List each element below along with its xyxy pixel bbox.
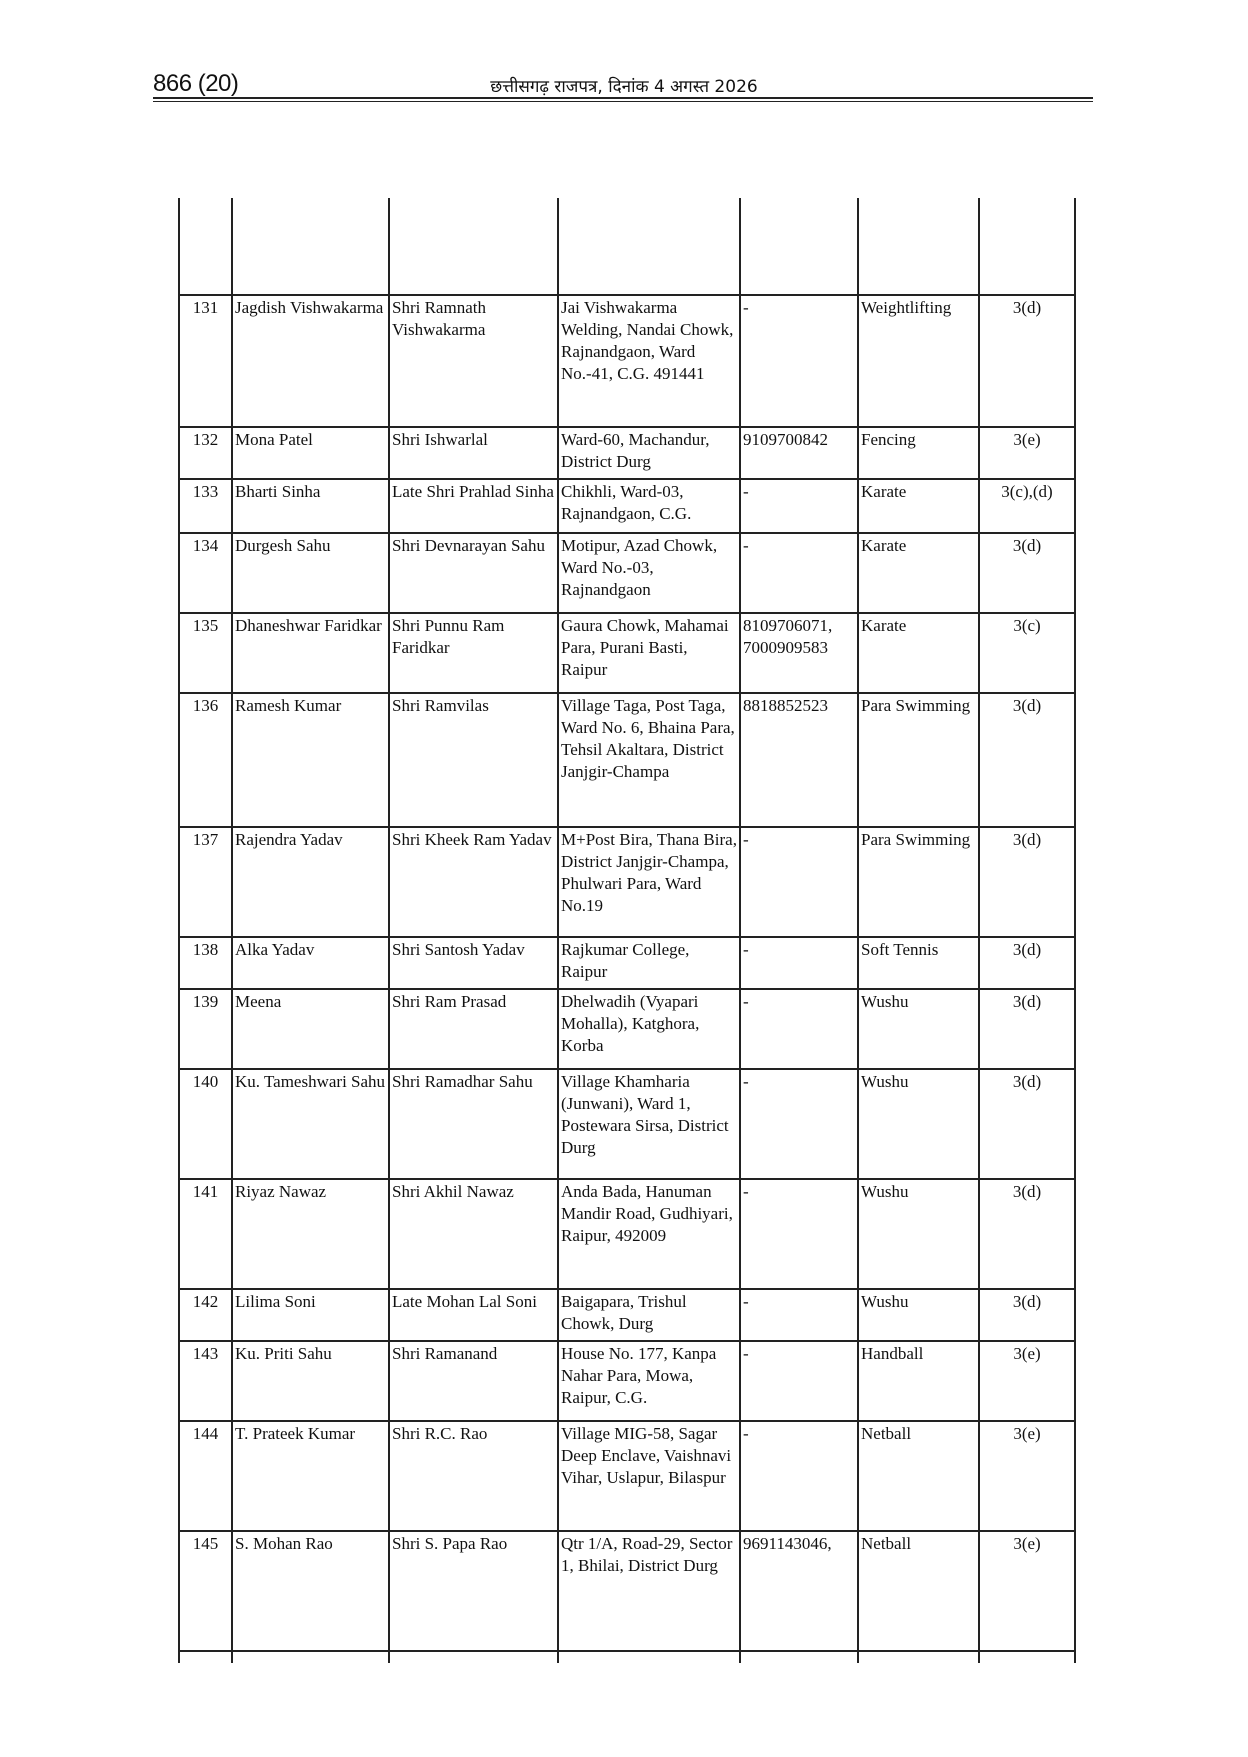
category-code: 3(d) bbox=[979, 1289, 1075, 1341]
header-rule-thin bbox=[153, 101, 1093, 102]
serial-number: 145 bbox=[179, 1531, 232, 1651]
address: Dhelwadih (Vyapari Mohalla), Katghora, Korba bbox=[558, 989, 740, 1069]
category-code: 3(d) bbox=[979, 1069, 1075, 1179]
category-code: 3(c) bbox=[979, 613, 1075, 693]
sport: Para Swimming bbox=[858, 693, 979, 827]
awardee-name: T. Prateek Kumar bbox=[232, 1421, 389, 1531]
awardee-name: S. Mohan Rao bbox=[232, 1531, 389, 1651]
table-row bbox=[179, 1341, 1075, 1421]
serial-number: 134 bbox=[179, 533, 232, 613]
father-name: Shri Ishwarlal bbox=[389, 427, 558, 479]
serial-number: 133 bbox=[179, 479, 232, 533]
category-code: 3(e) bbox=[979, 427, 1075, 479]
sport: Soft Tennis bbox=[858, 937, 979, 989]
father-name: Shri Ram Prasad bbox=[389, 989, 558, 1069]
gazette-title: छत्तीसगढ़ राजपत्र, दिनांक 4 अगस्त 2026 bbox=[490, 77, 758, 97]
phone-number: 8818852523 bbox=[740, 693, 858, 827]
serial-number: 142 bbox=[179, 1289, 232, 1341]
category-code: 3(d) bbox=[979, 295, 1075, 427]
address: Qtr 1/A, Road-29, Sector 1, Bhilai, District Durg bbox=[558, 1531, 740, 1651]
father-name: Shri Devnarayan Sahu bbox=[389, 533, 558, 613]
address: Village Taga, Post Taga, Ward No. 6, Bhaina Para, Tehsil Akaltara, District Janjgir-Champa bbox=[558, 693, 740, 827]
awardee-name: Lilima Soni bbox=[232, 1289, 389, 1341]
awardee-name: Alka Yadav bbox=[232, 937, 389, 989]
table-row bbox=[179, 533, 1075, 613]
father-name: Shri Kheek Ram Yadav bbox=[389, 827, 558, 937]
address: Village MIG-58, Sagar Deep Enclave, Vaishnavi Vihar, Uslapur, Bilaspur bbox=[558, 1421, 740, 1531]
father-name: Shri Ramadhar Sahu bbox=[389, 1069, 558, 1179]
serial-number: 136 bbox=[179, 693, 232, 827]
serial-number: 144 bbox=[179, 1421, 232, 1531]
sport: Karate bbox=[858, 479, 979, 533]
phone-number: 9691143046, bbox=[740, 1531, 858, 1651]
category-code: 3(d) bbox=[979, 1179, 1075, 1289]
father-name: Shri Santosh Yadav bbox=[389, 937, 558, 989]
table-row bbox=[179, 1069, 1075, 1179]
serial-number: 139 bbox=[179, 989, 232, 1069]
serial-number: 143 bbox=[179, 1341, 232, 1421]
father-name: Shri R.C. Rao bbox=[389, 1421, 558, 1531]
father-name: Late Shri Prahlad Sinha bbox=[389, 479, 558, 533]
serial-number: 138 bbox=[179, 937, 232, 989]
phone-number: - bbox=[740, 937, 858, 989]
phone-number: - bbox=[740, 989, 858, 1069]
father-name: Shri Ramvilas bbox=[389, 693, 558, 827]
category-code: 3(d) bbox=[979, 693, 1075, 827]
table-row bbox=[179, 693, 1075, 827]
continued-tail-row bbox=[179, 1651, 1075, 1663]
father-name: Shri Punnu Ram Faridkar bbox=[389, 613, 558, 693]
table-row bbox=[179, 1421, 1075, 1531]
father-name: Shri S. Papa Rao bbox=[389, 1531, 558, 1651]
table-row bbox=[179, 613, 1075, 693]
sport: Para Swimming bbox=[858, 827, 979, 937]
table-row bbox=[179, 1179, 1075, 1289]
address: Ward-60, Machandur, District Durg bbox=[558, 427, 740, 479]
phone-number: 9109700842 bbox=[740, 427, 858, 479]
category-code: 3(c),(d) bbox=[979, 479, 1075, 533]
phone-number: - bbox=[740, 1289, 858, 1341]
category-code: 3(e) bbox=[979, 1421, 1075, 1531]
address: Gaura Chowk, Mahamai Para, Purani Basti, Raipur bbox=[558, 613, 740, 693]
table-row bbox=[179, 295, 1075, 427]
header-rule bbox=[153, 97, 1093, 99]
phone-number: - bbox=[740, 1341, 858, 1421]
table-row bbox=[179, 427, 1075, 479]
category-code: 3(d) bbox=[979, 827, 1075, 937]
continued-blank-row bbox=[179, 198, 1075, 295]
serial-number: 135 bbox=[179, 613, 232, 693]
serial-number: 137 bbox=[179, 827, 232, 937]
father-name: Shri Akhil Nawaz bbox=[389, 1179, 558, 1289]
sport: Netball bbox=[858, 1421, 979, 1531]
phone-number: - bbox=[740, 479, 858, 533]
address: Village Khamharia (Junwani), Ward 1, Postewara Sirsa, District Durg bbox=[558, 1069, 740, 1179]
awardee-name: Rajendra Yadav bbox=[232, 827, 389, 937]
serial-number: 132 bbox=[179, 427, 232, 479]
sport: Karate bbox=[858, 533, 979, 613]
sport: Wushu bbox=[858, 1069, 979, 1179]
address: Jai Vishwakarma Welding, Nandai Chowk, Rajnandgaon, Ward No.-41, C.G. 491441 bbox=[558, 295, 740, 427]
phone-number: - bbox=[740, 1179, 858, 1289]
phone-number: - bbox=[740, 827, 858, 937]
table-row bbox=[179, 937, 1075, 989]
phone-number: - bbox=[740, 1069, 858, 1179]
father-name: Shri Ramnath Vishwakarma bbox=[389, 295, 558, 427]
table-row bbox=[179, 479, 1075, 533]
address: Motipur, Azad Chowk, Ward No.-03, Rajnandgaon bbox=[558, 533, 740, 613]
page-number: 866 (20) bbox=[153, 70, 239, 97]
serial-number: 140 bbox=[179, 1069, 232, 1179]
phone-number: 8109706071, 7000909583 bbox=[740, 613, 858, 693]
awardee-name: Meena bbox=[232, 989, 389, 1069]
awardee-name: Bharti Sinha bbox=[232, 479, 389, 533]
category-code: 3(d) bbox=[979, 989, 1075, 1069]
awardee-name: Ramesh Kumar bbox=[232, 693, 389, 827]
address: Rajkumar College, Raipur bbox=[558, 937, 740, 989]
awardee-name: Riyaz Nawaz bbox=[232, 1179, 389, 1289]
address: Baigapara, Trishul Chowk, Durg bbox=[558, 1289, 740, 1341]
sport: Karate bbox=[858, 613, 979, 693]
phone-number: - bbox=[740, 1421, 858, 1531]
awardee-name: Ku. Tameshwari Sahu bbox=[232, 1069, 389, 1179]
sport: Weightlifting bbox=[858, 295, 979, 427]
awardee-name: Durgesh Sahu bbox=[232, 533, 389, 613]
sport: Wushu bbox=[858, 1179, 979, 1289]
phone-number: - bbox=[740, 533, 858, 613]
sport: Handball bbox=[858, 1341, 979, 1421]
table-row bbox=[179, 1531, 1075, 1651]
table-row bbox=[179, 1289, 1075, 1341]
category-code: 3(d) bbox=[979, 937, 1075, 989]
address: Chikhli, Ward-03, Rajnandgaon, C.G. bbox=[558, 479, 740, 533]
awardee-name: Dhaneshwar Faridkar bbox=[232, 613, 389, 693]
category-code: 3(d) bbox=[979, 533, 1075, 613]
awardee-name: Mona Patel bbox=[232, 427, 389, 479]
table-row bbox=[179, 827, 1075, 937]
category-code: 3(e) bbox=[979, 1341, 1075, 1421]
serial-number: 141 bbox=[179, 1179, 232, 1289]
sport: Wushu bbox=[858, 1289, 979, 1341]
address: M+Post Bira, Thana Bira, District Janjgir-Champa, Phulwari Para, Ward No.19 bbox=[558, 827, 740, 937]
address: Anda Bada, Hanuman Mandir Road, Gudhiyari, Raipur, 492009 bbox=[558, 1179, 740, 1289]
sport: Fencing bbox=[858, 427, 979, 479]
sport: Netball bbox=[858, 1531, 979, 1651]
awardee-name: Ku. Priti Sahu bbox=[232, 1341, 389, 1421]
table-row bbox=[179, 989, 1075, 1069]
phone-number: - bbox=[740, 295, 858, 427]
address: House No. 177, Kanpa Nahar Para, Mowa, Raipur, C.G. bbox=[558, 1341, 740, 1421]
father-name: Shri Ramanand bbox=[389, 1341, 558, 1421]
awardee-name: Jagdish Vishwakarma bbox=[232, 295, 389, 427]
sport: Wushu bbox=[858, 989, 979, 1069]
serial-number: 131 bbox=[179, 295, 232, 427]
category-code: 3(e) bbox=[979, 1531, 1075, 1651]
father-name: Late Mohan Lal Soni bbox=[389, 1289, 558, 1341]
awardee-table bbox=[178, 198, 1076, 1663]
